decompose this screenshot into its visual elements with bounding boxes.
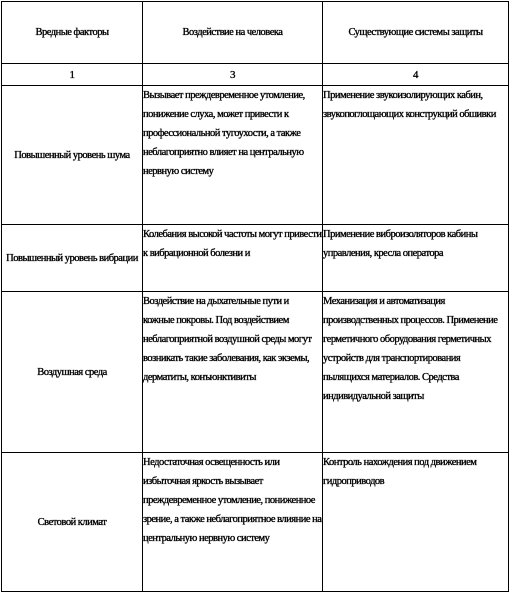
effect-text-clipped: Колебания высокой частоты могут привести к вибрационной болезни и: [143, 229, 322, 259]
effect-cell: [143, 453, 323, 592]
table-row-vibration: [2, 225, 509, 292]
factor-cell: Воздушная среда: [2, 292, 143, 453]
header-factors: Вредные факторы: [2, 2, 143, 64]
factor-cell: Повышенный уровень шума: [2, 86, 143, 225]
protection-cell: Применение виброизоляторов кабины управления, кресла оператора: [323, 225, 509, 292]
column-number-row: [2, 64, 509, 86]
column-number-3: 4: [323, 64, 509, 86]
protection-cell: Применение звукоизолирующих кабин, звукопоглощающих конструкций обшивки: [323, 86, 509, 225]
header-protection: Существующие системы защиты: [323, 2, 509, 64]
column-number-1: 1: [2, 64, 143, 86]
protection-cell: Механизация и автоматизация производственных процессов. Применение герметичного оборудования герметичных устройств для транспортирования пылящихся материалов. Средства индивидуальной защиты: [323, 292, 509, 453]
header-row: [2, 2, 509, 64]
hazard-factors-table: [1, 1, 509, 592]
table-row-light: [2, 453, 509, 592]
header-effect: Воздействие на человека: [143, 2, 323, 64]
table-row-noise: [2, 86, 509, 225]
protection-cell: Контроль нахождения под движением гидроприводов: [323, 453, 509, 592]
factor-cell: Повышенный уровень вибрации: [2, 225, 143, 292]
factor-cell: Световой климат: [2, 453, 143, 592]
effect-cell: Воздействие на дыхательные пути и кожные покровы. Под воздействием неблагоприятной воздушной среды могут возникать такие заболевания, как экземы, дерматиты, конъюнктивиты: [143, 292, 323, 453]
effect-text-clipped: Недостаточная освещенность или избыточная яркость вызывает преждевременное утомление, пониженное зрение, а также неблагоприятное влияние на центральную нервную систему: [143, 457, 322, 544]
column-number-2: 3: [143, 64, 323, 86]
table-row-air: [2, 292, 509, 453]
effect-cell: [143, 225, 323, 292]
effect-cell: Вызывает преждевременное утомление, понижение слуха, может привести к профессиональной тугоухости, а также неблагоприятно влияет на центральную нервную систему: [143, 86, 323, 225]
